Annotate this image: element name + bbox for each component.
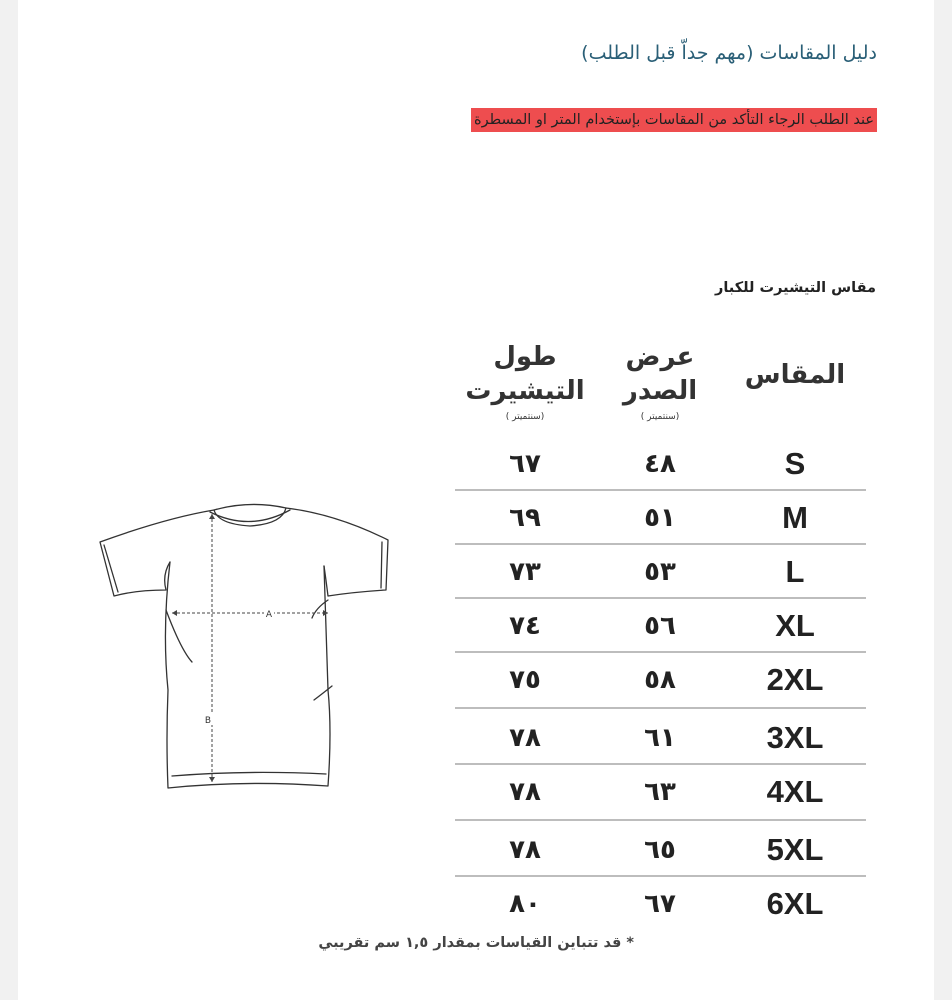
page-title: دليل المقاسات (مهم جداّ قبل الطلب) (581, 42, 877, 64)
chest-cell: ٦٧ (644, 889, 676, 919)
table-row (455, 711, 866, 765)
length-cell: ٦٧ (509, 449, 541, 479)
header-length-label: طول التيشيرت (465, 342, 585, 406)
table-row (455, 437, 866, 491)
table-row (455, 765, 866, 821)
header-length-unit: (سنتميتر ) (505, 412, 545, 422)
size-cell: L (785, 554, 805, 589)
header-chest-unit: (سنتميتر ) (640, 412, 680, 422)
chest-cell: ٦١ (644, 723, 676, 753)
length-cell: ٧٥ (509, 665, 541, 695)
table-row (455, 823, 866, 877)
table-row (455, 545, 866, 599)
length-cell: ٧٨ (509, 835, 541, 865)
tshirt-outline (100, 504, 388, 788)
table-subtitle: مقاس التيشيرت للكبار (715, 280, 876, 296)
table-row (455, 653, 866, 709)
size-cell: 2XL (766, 662, 824, 697)
table-row (455, 877, 866, 931)
tolerance-note: * قد تتباين القياسات بمقدار ١,٥ سم تقريبي (318, 935, 634, 951)
chest-cell: ٥١ (644, 503, 676, 533)
row-divider (455, 819, 866, 821)
chest-cell: ٦٥ (644, 835, 676, 865)
size-cell: 6XL (766, 886, 824, 921)
chest-cell: ٦٣ (644, 777, 676, 807)
header-length (455, 340, 595, 422)
table-row (455, 491, 866, 545)
table-row (455, 599, 866, 653)
width-label: A (265, 610, 273, 620)
header-size (740, 358, 850, 392)
length-cell: ٨٠ (509, 889, 541, 919)
size-cell: 3XL (766, 720, 824, 755)
tshirt-diagram (96, 500, 406, 795)
size-cell: 5XL (766, 832, 824, 867)
row-divider (455, 707, 866, 709)
chest-cell: ٥٣ (644, 557, 676, 587)
length-label: B (204, 716, 212, 726)
length-cell: ٧٨ (509, 777, 541, 807)
length-cell: ٧٨ (509, 723, 541, 753)
length-cell: ٧٤ (509, 611, 541, 641)
header-chest-label: عرض الصدر (622, 342, 698, 406)
measurement-warning: عند الطلب الرجاء التأكد من المقاسات بإستخدام المتر او المسطرة (471, 108, 877, 132)
chest-cell: ٤٨ (644, 449, 676, 479)
size-cell: XL (775, 608, 815, 643)
measure-lines (172, 514, 328, 782)
size-cell: 4XL (766, 774, 824, 809)
length-cell: ٦٩ (509, 503, 541, 533)
header-size-label: المقاس (744, 360, 846, 390)
chest-cell: ٥٦ (644, 611, 676, 641)
size-cell: M (782, 500, 808, 535)
length-cell: ٧٣ (509, 557, 541, 587)
chest-cell: ٥٨ (644, 665, 676, 695)
header-chest (600, 340, 720, 422)
size-cell: S (784, 446, 806, 481)
